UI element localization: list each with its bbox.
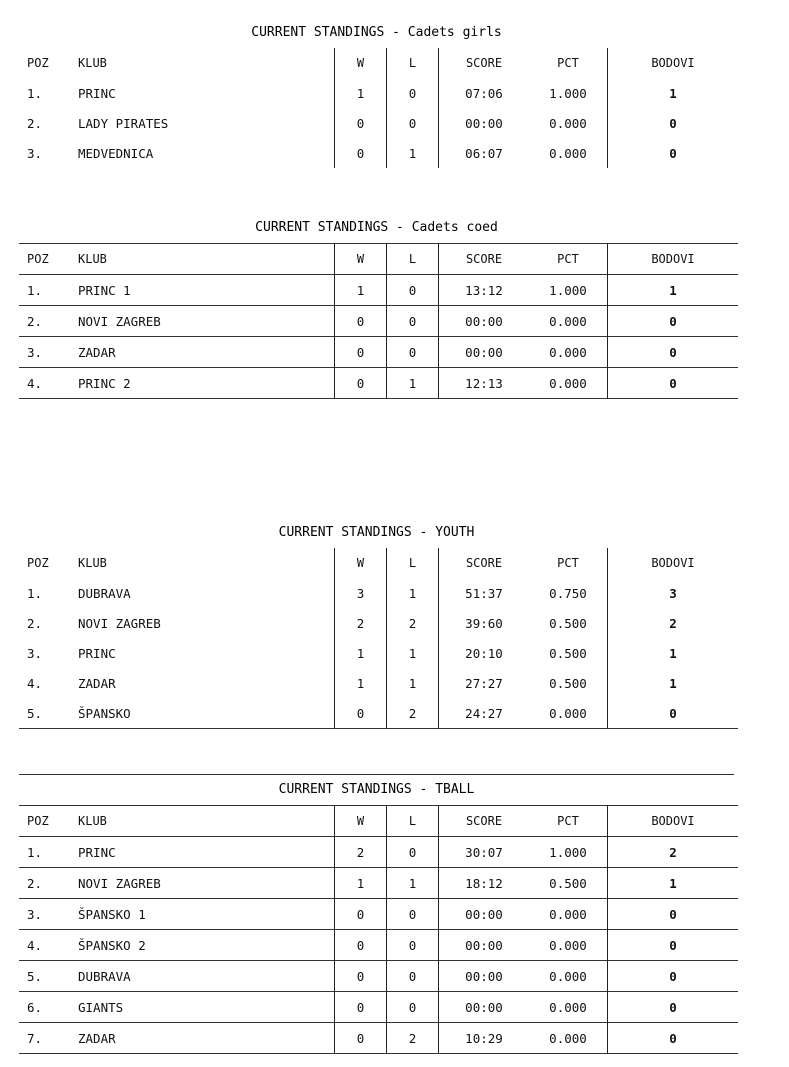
cell-klub: DUBRAVA	[78, 585, 131, 601]
table-row	[19, 992, 738, 1023]
cell-poz: 4.	[27, 675, 43, 691]
col-header-poz: POZ	[27, 814, 49, 828]
cell-l: 1	[387, 578, 439, 608]
cell-bodovi: 1	[608, 638, 739, 668]
cell-poz: 5.	[27, 705, 43, 721]
cell-pct: 0.000	[549, 906, 587, 922]
cell-score: 06:07	[439, 138, 530, 168]
cell-pct: 0.000	[549, 1030, 587, 1046]
table-row	[19, 868, 738, 899]
table-row	[19, 337, 738, 368]
cell-w: 0	[335, 698, 387, 729]
cell-w: 0	[335, 1023, 387, 1054]
cell-bodovi: 2	[608, 837, 739, 868]
cell-score: 00:00	[439, 337, 530, 368]
standings-table	[19, 243, 738, 399]
cell-w: 0	[335, 992, 387, 1023]
cell-l: 0	[387, 992, 439, 1023]
cell-w: 0	[335, 961, 387, 992]
cell-w: 0	[335, 138, 387, 168]
cell-klub: ZADAR	[78, 344, 116, 360]
cell-bodovi: 0	[608, 306, 739, 337]
section-title: CURRENT STANDINGS - TBALL	[278, 782, 475, 797]
cell-bodovi: 0	[608, 108, 739, 138]
cell-w: 0	[335, 337, 387, 368]
cell-bodovi: 0	[608, 368, 739, 399]
table-row	[19, 668, 738, 698]
col-header-score: SCORE	[439, 806, 530, 837]
col-header-bodovi: BODOVI	[608, 48, 739, 78]
cell-l: 0	[387, 837, 439, 868]
table-row	[19, 578, 738, 608]
col-header-bodovi: BODOVI	[608, 806, 739, 837]
cell-l: 0	[387, 306, 439, 337]
col-header-klub: KLUB	[78, 814, 107, 828]
table-row	[19, 275, 738, 306]
cell-score: 18:12	[439, 868, 530, 899]
cell-poz: 2.	[27, 615, 43, 631]
cell-score: 00:00	[439, 992, 530, 1023]
col-header-score: SCORE	[439, 244, 530, 275]
cell-klub: PRINC	[78, 844, 116, 860]
table-row	[19, 638, 738, 668]
cell-pct: 0.000	[549, 705, 587, 721]
cell-score: 07:06	[439, 78, 530, 108]
cell-pct: 1.000	[549, 85, 587, 101]
cell-score: 00:00	[439, 930, 530, 961]
section-title: CURRENT STANDINGS - YOUTH	[278, 525, 475, 540]
cell-score: 00:00	[439, 961, 530, 992]
cell-poz: 4.	[27, 937, 43, 953]
cell-l: 2	[387, 1023, 439, 1054]
cell-w: 0	[335, 930, 387, 961]
table-row	[19, 930, 738, 961]
cell-poz: 7.	[27, 1030, 43, 1046]
cell-score: 30:07	[439, 837, 530, 868]
cell-score: 00:00	[439, 108, 530, 138]
col-header-poz: POZ	[27, 252, 49, 266]
col-header-w: W	[335, 548, 387, 578]
cell-w: 2	[335, 837, 387, 868]
cell-pct: 0.000	[549, 937, 587, 953]
cell-l: 0	[387, 337, 439, 368]
cell-pct: 0.500	[549, 645, 587, 661]
cell-score: 27:27	[439, 668, 530, 698]
cell-l: 1	[387, 138, 439, 168]
table-row	[19, 961, 738, 992]
cell-klub: ŠPANSKO 1	[78, 906, 146, 922]
cell-w: 1	[335, 868, 387, 899]
cell-poz: 1.	[27, 585, 43, 601]
cell-bodovi: 0	[608, 899, 739, 930]
standings-table	[19, 548, 738, 729]
cell-bodovi: 1	[608, 668, 739, 698]
col-header-l: L	[387, 806, 439, 837]
cell-bodovi: 0	[608, 698, 739, 729]
cell-klub: NOVI ZAGREB	[78, 875, 161, 891]
cell-poz: 1.	[27, 282, 43, 298]
table-header-row	[19, 806, 738, 837]
cell-pct: 0.000	[549, 145, 587, 161]
title-top-rule	[19, 774, 734, 775]
col-header-poz: POZ	[27, 556, 49, 570]
cell-score: 39:60	[439, 608, 530, 638]
cell-bodovi: 0	[608, 992, 739, 1023]
table-header-row	[19, 244, 738, 275]
cell-poz: 2.	[27, 875, 43, 891]
cell-w: 0	[335, 899, 387, 930]
col-header-score: SCORE	[439, 548, 530, 578]
col-header-pct: PCT	[557, 252, 579, 266]
cell-klub: ZADAR	[78, 675, 116, 691]
section-title: CURRENT STANDINGS - Cadets coed	[255, 220, 498, 235]
table-header-row	[19, 48, 738, 78]
cell-bodovi: 2	[608, 608, 739, 638]
cell-l: 2	[387, 698, 439, 729]
cell-score: 00:00	[439, 899, 530, 930]
table-row	[19, 608, 738, 638]
cell-l: 1	[387, 868, 439, 899]
cell-score: 10:29	[439, 1023, 530, 1054]
cell-l: 1	[387, 668, 439, 698]
cell-klub: PRINC	[78, 645, 116, 661]
cell-bodovi: 1	[608, 275, 739, 306]
cell-w: 3	[335, 578, 387, 608]
standings-table	[19, 48, 738, 168]
cell-w: 1	[335, 275, 387, 306]
col-header-klub: KLUB	[78, 56, 107, 70]
cell-score: 13:12	[439, 275, 530, 306]
cell-poz: 5.	[27, 968, 43, 984]
cell-score: 20:10	[439, 638, 530, 668]
cell-bodovi: 1	[608, 868, 739, 899]
cell-l: 0	[387, 275, 439, 306]
table-row	[19, 368, 738, 399]
cell-poz: 3.	[27, 906, 43, 922]
col-header-klub: KLUB	[78, 252, 107, 266]
cell-pct: 0.000	[549, 999, 587, 1015]
cell-bodovi: 0	[608, 337, 739, 368]
cell-w: 0	[335, 368, 387, 399]
cell-pct: 0.000	[549, 344, 587, 360]
cell-w: 1	[335, 668, 387, 698]
table-row	[19, 138, 738, 168]
table-row	[19, 899, 738, 930]
cell-w: 2	[335, 608, 387, 638]
cell-w: 1	[335, 78, 387, 108]
table-row	[19, 78, 738, 108]
cell-pct: 0.000	[549, 375, 587, 391]
cell-score: 00:00	[439, 306, 530, 337]
cell-poz: 6.	[27, 999, 43, 1015]
cell-klub: PRINC	[78, 85, 116, 101]
cell-score: 12:13	[439, 368, 530, 399]
cell-bodovi: 3	[608, 578, 739, 608]
cell-pct: 0.000	[549, 968, 587, 984]
section-title: CURRENT STANDINGS - Cadets girls	[251, 25, 502, 40]
table-row	[19, 108, 738, 138]
cell-bodovi: 0	[608, 961, 739, 992]
table-row	[19, 306, 738, 337]
cell-bodovi: 0	[608, 1023, 739, 1054]
col-header-score: SCORE	[439, 48, 530, 78]
cell-l: 1	[387, 638, 439, 668]
table-header-row	[19, 548, 738, 578]
col-header-l: L	[387, 244, 439, 275]
cell-pct: 1.000	[549, 282, 587, 298]
standings-table	[19, 805, 738, 1054]
cell-pct: 0.000	[549, 115, 587, 131]
col-header-pct: PCT	[557, 814, 579, 828]
cell-poz: 3.	[27, 344, 43, 360]
col-header-l: L	[387, 548, 439, 578]
cell-score: 51:37	[439, 578, 530, 608]
cell-poz: 1.	[27, 844, 43, 860]
cell-l: 0	[387, 961, 439, 992]
cell-klub: GIANTS	[78, 999, 124, 1015]
cell-klub: DUBRAVA	[78, 968, 131, 984]
cell-l: 0	[387, 930, 439, 961]
cell-l: 0	[387, 108, 439, 138]
table-row	[19, 837, 738, 868]
cell-pct: 0.500	[549, 615, 587, 631]
table-row	[19, 1023, 738, 1054]
col-header-poz: POZ	[27, 56, 49, 70]
cell-klub: PRINC 2	[78, 375, 131, 391]
cell-l: 2	[387, 608, 439, 638]
col-header-l: L	[387, 48, 439, 78]
col-header-w: W	[335, 806, 387, 837]
cell-bodovi: 0	[608, 138, 739, 168]
cell-pct: 0.500	[549, 675, 587, 691]
cell-klub: ZADAR	[78, 1030, 116, 1046]
cell-poz: 4.	[27, 375, 43, 391]
cell-klub: LADY PIRATES	[78, 115, 169, 131]
col-header-pct: PCT	[557, 556, 579, 570]
cell-klub: NOVI ZAGREB	[78, 313, 161, 329]
cell-klub: NOVI ZAGREB	[78, 615, 161, 631]
cell-w: 0	[335, 108, 387, 138]
cell-poz: 1.	[27, 85, 43, 101]
col-header-bodovi: BODOVI	[608, 548, 739, 578]
cell-pct: 0.000	[549, 313, 587, 329]
cell-poz: 2.	[27, 115, 43, 131]
cell-bodovi: 0	[608, 930, 739, 961]
cell-l: 0	[387, 78, 439, 108]
cell-klub: MEDVEDNICA	[78, 145, 154, 161]
cell-klub: ŠPANSKO	[78, 705, 131, 721]
cell-klub: ŠPANSKO 2	[78, 937, 146, 953]
col-header-w: W	[335, 244, 387, 275]
cell-l: 1	[387, 368, 439, 399]
cell-w: 1	[335, 638, 387, 668]
cell-l: 0	[387, 899, 439, 930]
cell-pct: 0.750	[549, 585, 587, 601]
cell-poz: 3.	[27, 645, 43, 661]
cell-poz: 2.	[27, 313, 43, 329]
cell-w: 0	[335, 306, 387, 337]
cell-score: 24:27	[439, 698, 530, 729]
col-header-bodovi: BODOVI	[608, 244, 739, 275]
cell-poz: 3.	[27, 145, 43, 161]
col-header-pct: PCT	[557, 56, 579, 70]
cell-klub: PRINC 1	[78, 282, 131, 298]
cell-pct: 1.000	[549, 844, 587, 860]
cell-pct: 0.500	[549, 875, 587, 891]
col-header-w: W	[335, 48, 387, 78]
col-header-klub: KLUB	[78, 556, 107, 570]
table-row	[19, 698, 738, 729]
cell-bodovi: 1	[608, 78, 739, 108]
